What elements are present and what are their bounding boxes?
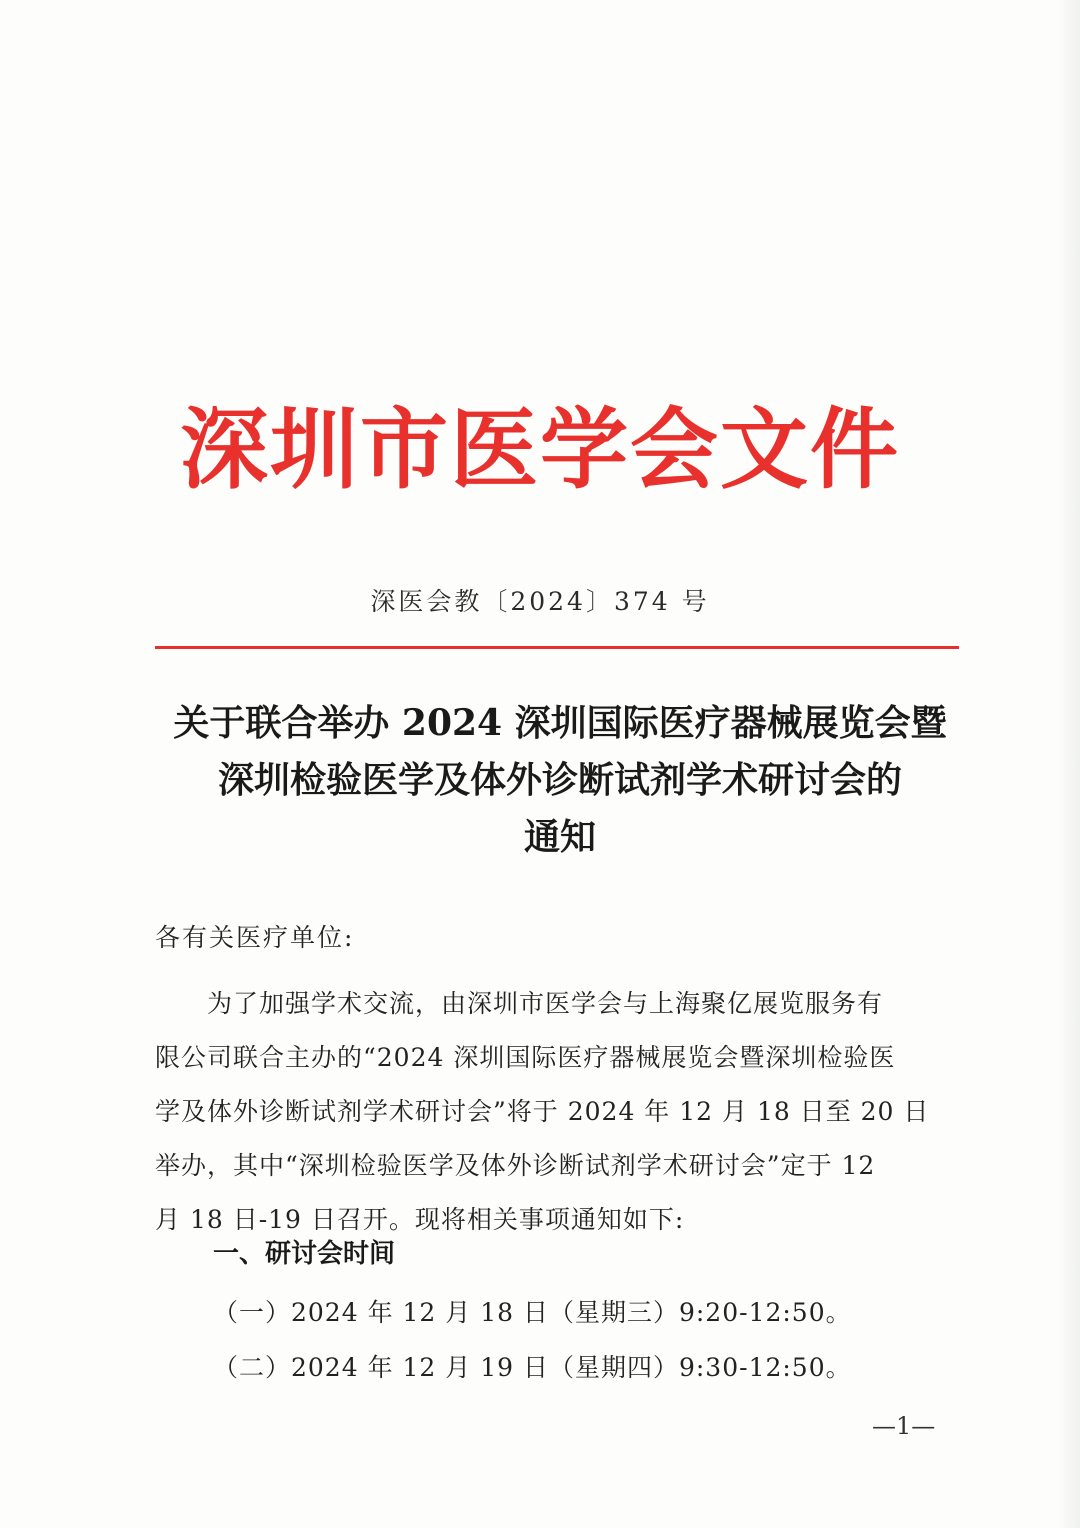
document-number: 深医会教〔2024〕374 号 — [370, 587, 710, 616]
body-line: 为了加强学术交流，由深圳市医学会与上海聚亿展览服务有 — [155, 989, 884, 1018]
notice-title — [120, 695, 1000, 866]
body-line: 月 18 日-19 日召开。现将相关事项通知如下: — [155, 1205, 685, 1234]
section-heading-time: 一、研讨会时间 — [213, 1239, 396, 1269]
body-paragraph — [155, 977, 975, 1247]
title-line: 关于联合举办 2024 深圳国际医疗器械展览会暨 — [173, 702, 947, 744]
red-divider-line — [155, 646, 959, 649]
masthead-title: 深圳市医学会文件 — [179, 398, 900, 501]
page-number: —1— — [872, 1412, 936, 1440]
body-line: 限公司联合主办的“2024 深圳国际医疗器械展览会暨深圳检验医 — [155, 1043, 896, 1072]
body-line: 学及体外诊断试剂学术研讨会”将于 2024 年 12 月 18 日至 20 日 — [155, 1097, 930, 1126]
addressee: 各有关医疗单位: — [155, 923, 355, 952]
body-line: 举办，其中“深圳检验医学及体外诊断试剂学术研讨会”定于 12 — [155, 1151, 876, 1180]
time-item: （二）2024 年 12 月 19 日（星期四）9:30-12:50。 — [213, 1353, 852, 1382]
time-item: （一）2024 年 12 月 18 日（星期三）9:20-12:50。 — [213, 1298, 852, 1327]
scan-edge-shadow — [1058, 0, 1080, 1528]
title-line: 深圳检验医学及体外诊断试剂学术研讨会的 — [217, 759, 902, 801]
title-line: 通知 — [523, 816, 596, 858]
